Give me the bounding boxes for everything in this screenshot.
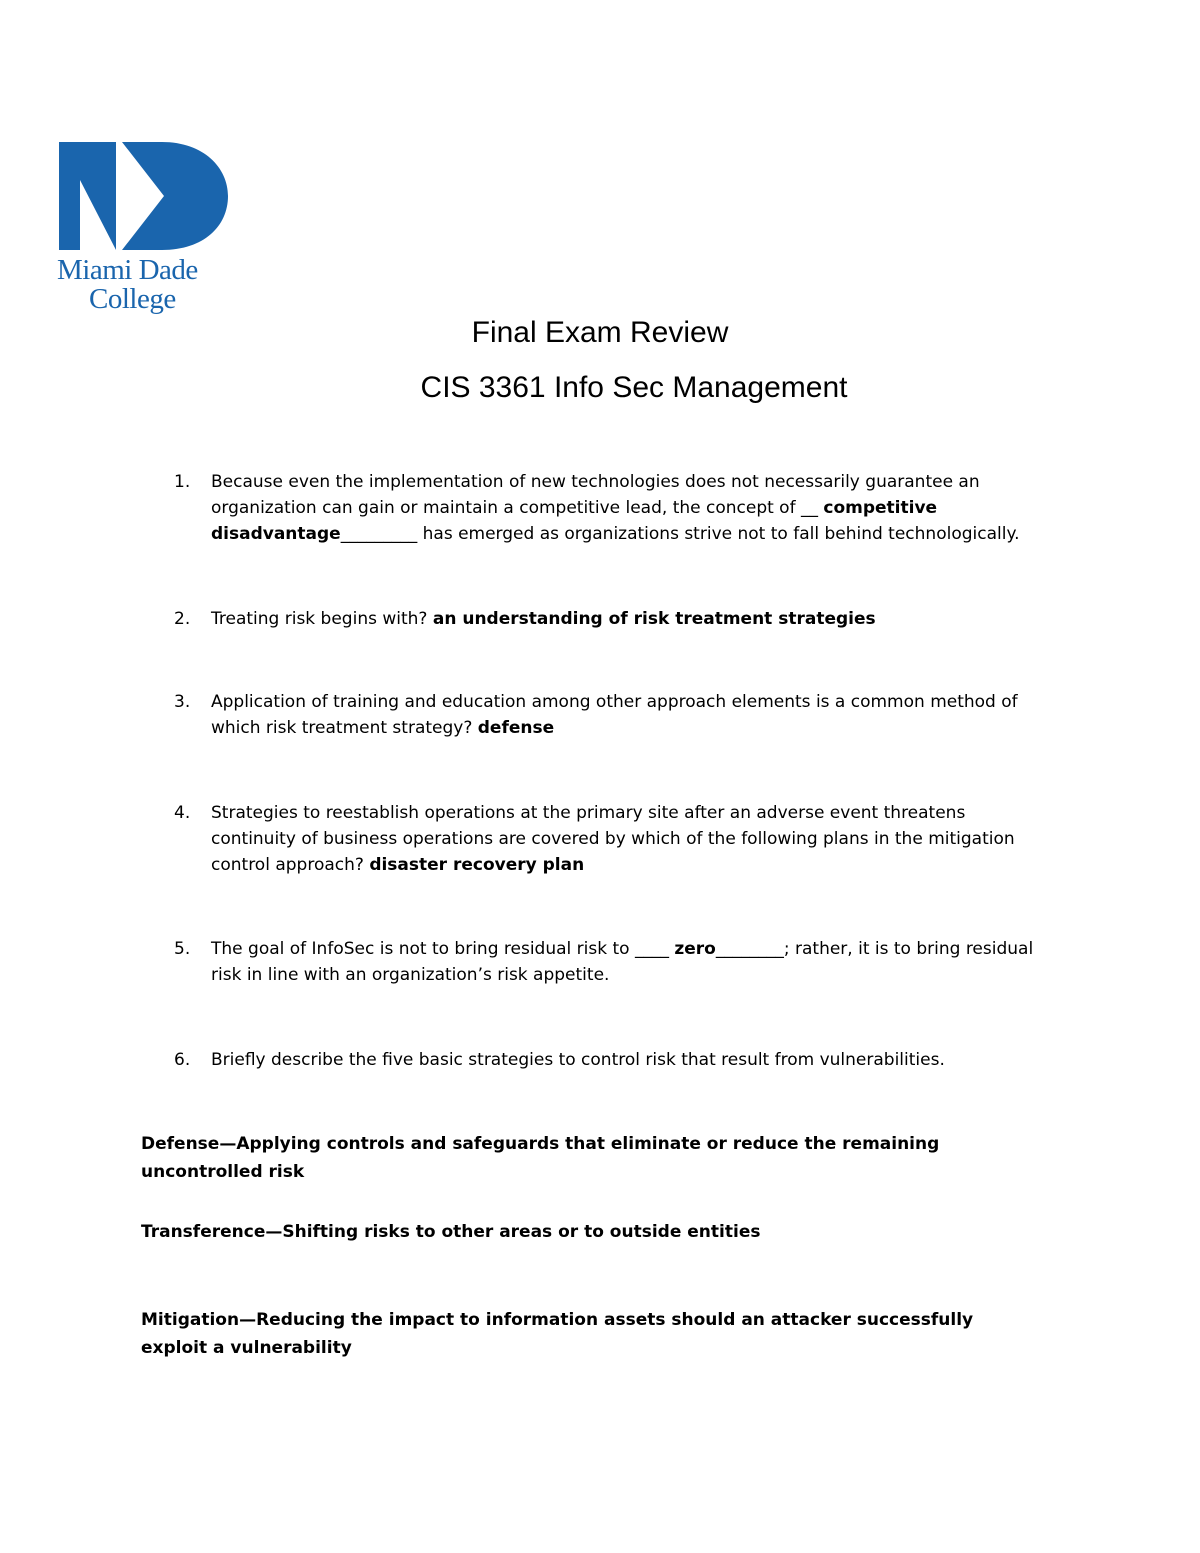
strategy-transference: Transference—Shifting risks to other areas or to outside entities xyxy=(141,1222,761,1242)
question-text: Because even the implementation of new technologies does not necessarily guarantee an organization can gain or maintain a competitive lead, the concept of __ xyxy=(211,472,980,518)
strategy-defense: Defense—Applying controls and safeguards that eliminate or reduce the remaining uncontrolled risk xyxy=(141,1134,940,1182)
question-answer: defense xyxy=(477,718,555,738)
question-text: Strategies to reestablish operations at the primary site after an adverse event threatens continuity of business operations are covered by which of the following plans in the mitigation control approach? xyxy=(211,803,1015,875)
question-number: 6. xyxy=(174,1050,191,1070)
logo-text-line2: College xyxy=(89,283,176,315)
question-3 xyxy=(174,689,1054,741)
question-number: 5. xyxy=(174,939,191,959)
question-text: Briefly describe the five basic strategies to control risk that result from vulnerabilities. xyxy=(211,1050,945,1070)
page-title: Final Exam Review xyxy=(471,316,729,349)
question-answer: zero xyxy=(674,939,716,959)
question-2 xyxy=(174,606,1054,632)
question-answer: disaster recovery plan xyxy=(369,855,585,875)
question-6 xyxy=(174,1047,1054,1073)
college-logo xyxy=(56,140,231,320)
question-text-end: ________; rather, it is to bring residual risk in line with an organization’s risk appetite. xyxy=(211,939,1034,985)
question-number: 1. xyxy=(174,472,191,492)
question-text: Application of training and education among other approach elements is a common method of which risk treatment strategy? xyxy=(211,692,1018,738)
page-subtitle: CIS 3361 Info Sec Management xyxy=(420,371,848,404)
question-4 xyxy=(174,800,1054,878)
question-text: Treating risk begins with? xyxy=(211,609,433,629)
question-number: 3. xyxy=(174,692,191,712)
question-number: 4. xyxy=(174,803,191,823)
question-number: 2. xyxy=(174,609,191,629)
logo-text-line1: Miami Dade xyxy=(57,254,198,286)
strategy-mitigation: Mitigation—Reducing the impact to information assets should an attacker successfully exploit a vulnerability xyxy=(141,1310,974,1358)
question-text: The goal of InfoSec is not to bring residual risk to ____ xyxy=(211,939,675,959)
md-monogram-icon xyxy=(56,140,231,252)
question-answer: an understanding of risk treatment strategies xyxy=(432,609,876,629)
question-text-end: _________ has emerged as organizations strive not to fall behind technologically. xyxy=(340,524,1020,544)
question-1 xyxy=(174,469,1054,547)
question-answer: competitive disadvantage xyxy=(211,498,938,544)
question-5 xyxy=(174,936,1054,988)
